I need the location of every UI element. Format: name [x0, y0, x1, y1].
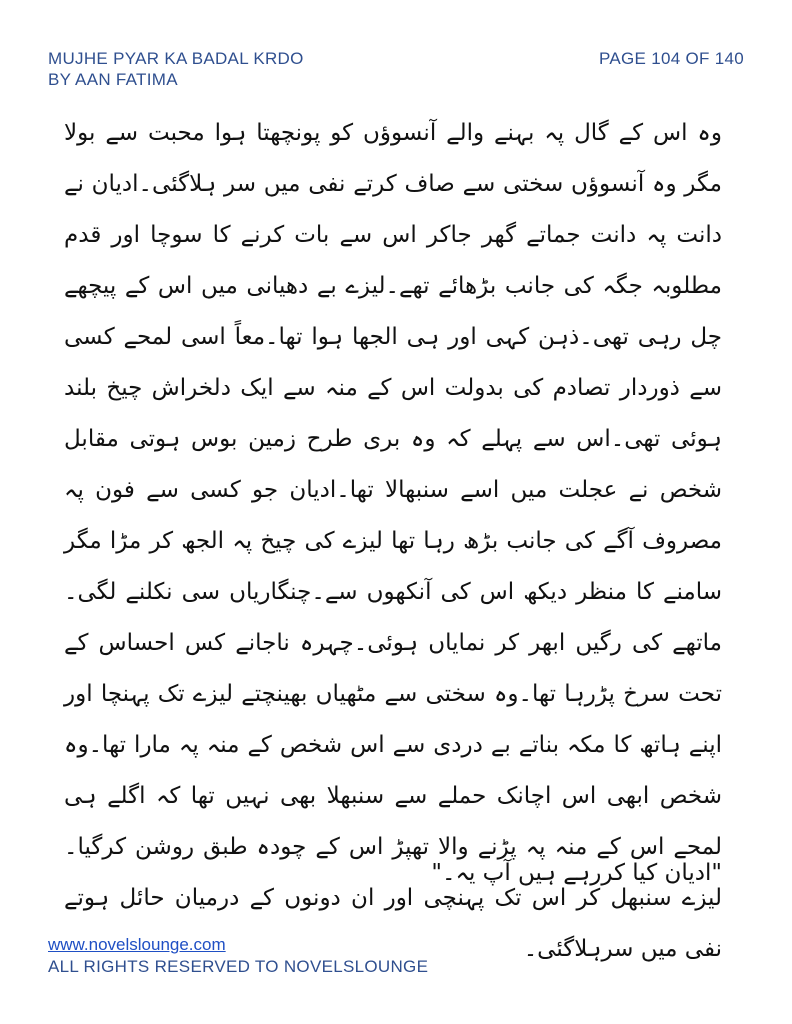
website-link[interactable]: www.novelslounge.com — [48, 935, 226, 954]
novel-title-block — [48, 48, 304, 90]
novel-title: MUJHE PYAR KA BADAL KRDO — [48, 49, 304, 68]
page-header — [48, 48, 744, 92]
page-footer — [48, 934, 428, 978]
page-number: PAGE 104 OF 140 — [599, 49, 744, 68]
author-name: BY AAN FATIMA — [48, 70, 178, 89]
dialogue-line: "ادیان کیا کررہے ہیں آپ یہ۔" — [431, 860, 722, 886]
story-paragraph: وہ اس کے گال پہ بہنے والے آنسوؤں کو پونچھتا ہوا محبت سے بولا مگر وہ آنسوؤں سختی سے صاف کرتے نفی میں سر ہلاگئی۔ادیان نے دانت پہ دانت جماتے گھر جاکر اس سے بات کرنے کا سوچا اور قدم مطلوبہ جگہ کی جانب بڑھائے تھے۔لیزے بے دھیانی میں اس کے پیچھے چل رہی تھی۔ذہن کہی اور ہی الجھا ہوا تھا۔معاً اسی لمحے کسی سے ذوردار تصادم کی بدولت اس کے منہ سے ایک دلخراش چیخ بلند ہوئی تھی۔اس سے پہلے کہ وہ بری طرح زمین بوس ہوتی مقابل شخص نے عجلت میں اسے سنبھالا تھا۔ادیان جو کسی سے فون پہ مصروف آگے کی جانب بڑھ رہا تھا لیزے کی چیخ پہ الجھ کر مڑا مگر سامنے کا منظر دیکھ اس کی آنکھوں سے۔چنگاریاں سی نکلنے لگی۔ماتھے کی رگیں ابھر کر نمایاں ہوئی۔چہرہ ناجانے کس احساس کے تحت سرخ پڑرہا تھا۔وہ سختی سے مٹھیاں بھینچتے لیزے تک پہنچا اور اپنے ہاتھ کا مکہ بناتے بے دردی سے اس شخص کے منہ پہ مارا تھا۔وہ شخص ابھی اس اچانک حملے سے سنبھلا بھی نہیں تھا کہ اگلے ہی لمحے اس کے منہ پہ پڑنے والا تھپڑ اس کے چودہ طبق روشن کرگیا۔لیزے سنبھل کر اس تک پہنچی اور ان دونوں کے درمیان حائل ہوتے نفی میں سرہلاگئی۔ — [64, 120, 722, 962]
copyright-notice: ALL RIGHTS RESERVED TO NOVELSLOUNGE — [48, 957, 429, 976]
story-body — [64, 108, 722, 975]
